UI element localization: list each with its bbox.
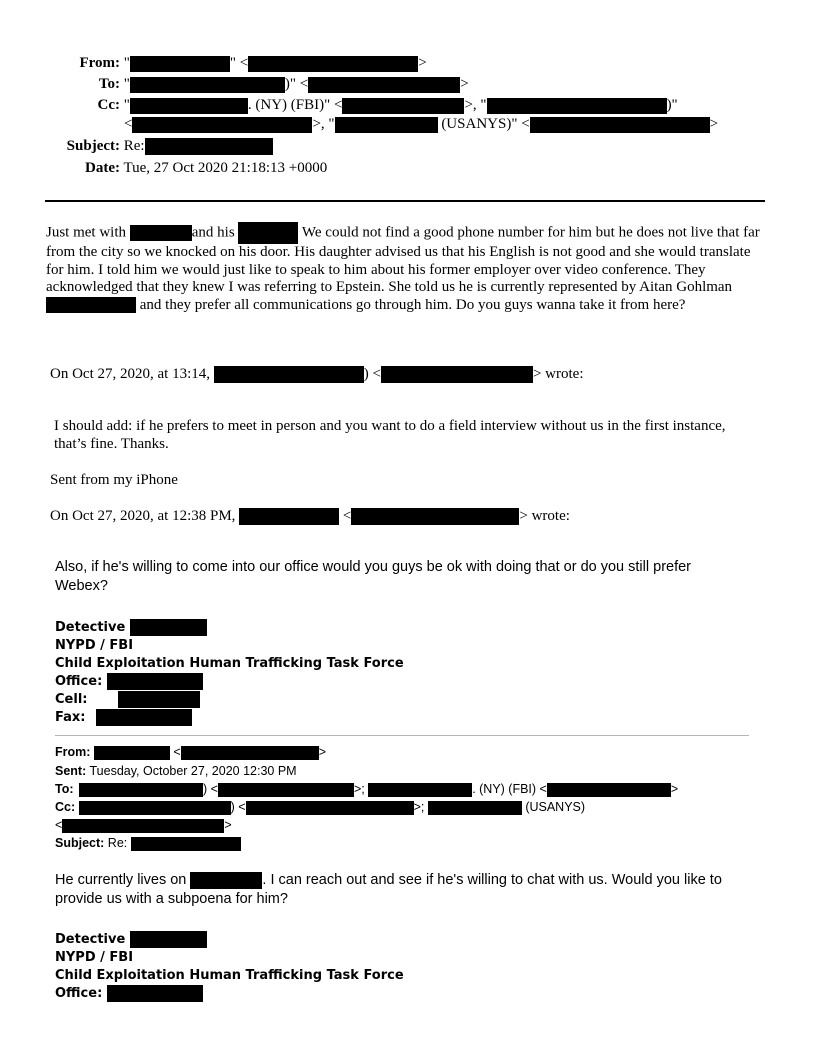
redaction <box>130 619 207 636</box>
quote1-intro: On Oct 27, 2020, at 13:14, ) < > wrote: <box>50 366 584 382</box>
quote-intro-text: On Oct 27, 2020, at 13:14, <box>50 366 210 382</box>
signature-detective: Detective <box>55 931 404 949</box>
redaction <box>308 77 460 93</box>
redaction <box>487 98 667 114</box>
redaction <box>190 872 262 889</box>
signature-office: Office: <box>55 985 404 1003</box>
redaction <box>130 98 248 114</box>
header-from-row: From: " " < > <box>50 55 427 73</box>
header-subject-row <box>50 138 273 156</box>
fwd-cc-row: Cc: ) < >; (USANYS) <box>55 800 586 814</box>
date-label: Date: <box>85 160 120 176</box>
signature-block-2 <box>55 931 404 1003</box>
fwd-from-row: From: < > <box>55 745 326 759</box>
quote2-text: Also, if he's willing to come into our office would you guys be ok with doing that or do you still prefer Webex? <box>55 559 692 594</box>
quote2-intro: On Oct 27, 2020, at 12:38 PM, < > wrote: <box>50 508 570 524</box>
cc-agency: . (NY) (FBI)" <box>247 97 331 113</box>
cc-office: (USANYS)" <box>441 116 518 132</box>
redaction <box>118 691 200 708</box>
from-label: From: <box>79 55 120 71</box>
wrote-text: > wrote: <box>532 366 584 382</box>
redaction <box>94 746 170 760</box>
fwd-sent-label: Sent: <box>55 764 87 778</box>
redaction <box>218 783 354 797</box>
header-cc-row: Cc: " . (NY) (FBI)" < >, " )" <box>50 97 678 115</box>
fwd-subject-row <box>55 834 241 852</box>
fwd-subject-label: Subject: <box>55 836 105 850</box>
fwd-cc-label: Cc: <box>55 800 76 814</box>
fwd-to-agency: . (NY) (FBI) < <box>472 782 547 796</box>
body-text: We could not find a good phone number for him but he does not live that far from the city so we knocked on his door. His daughter advised us that his English is not good and she would translate for him. I told him we would just like to speak to him about his former employer over video conference. They acknowledged that they knew I was referring to Epstein. She told us he is currently represented by Aitan Gohlman <box>46 224 760 295</box>
fwd-to-row: To: ) < >; . (NY) (FBI) < > <box>55 782 679 796</box>
redaction <box>381 366 533 383</box>
fwd-from-label: From: <box>55 745 91 759</box>
body-text: Just met with <box>46 224 127 241</box>
subject-label: Subject: <box>66 138 120 154</box>
redaction <box>342 98 464 114</box>
redaction <box>181 746 319 760</box>
message-body <box>46 222 766 314</box>
signature-detective: Detective <box>55 619 404 637</box>
header-cc-row-2: < >, " (USANYS)" < > <box>124 116 719 132</box>
date-value: Tue, 27 Oct 2020 21:18:13 +0000 <box>123 160 328 176</box>
redaction <box>368 783 472 797</box>
redaction <box>107 673 203 690</box>
to-label: To: <box>98 76 120 92</box>
forward-divider <box>55 735 749 736</box>
sent-from-iphone: Sent from my iPhone <box>50 472 178 488</box>
redaction <box>62 819 224 833</box>
quote-intro-text: On Oct 27, 2020, at 12:38 PM, <box>50 508 236 524</box>
cc-label: Cc: <box>97 97 120 113</box>
redaction <box>428 801 522 815</box>
redaction <box>335 117 438 133</box>
redaction <box>79 783 203 797</box>
fwd-to-label: To: <box>55 782 74 796</box>
header-to-row: To: " )" < > <box>50 76 469 94</box>
fwd-subject-value: Re: <box>107 836 128 850</box>
redaction <box>79 801 231 815</box>
redaction <box>530 117 710 133</box>
redaction <box>132 117 312 133</box>
redaction <box>130 931 207 948</box>
signature-block <box>55 619 404 727</box>
subject-value: Re: <box>123 138 145 154</box>
redaction <box>130 77 285 93</box>
redaction <box>246 801 414 815</box>
signature-task-force: Child Exploitation Human Trafficking Task Force <box>55 968 404 983</box>
redaction <box>547 783 671 797</box>
redaction <box>214 366 364 383</box>
signature-org: NYPD / FBI <box>55 638 134 653</box>
redaction <box>131 837 241 851</box>
quote1-text: I should add: if he prefers to meet in person and you want to do a field interview without us in the first instance, that’s fine. Thanks. <box>54 418 726 452</box>
fwd-sent-value: Tuesday, October 27, 2020 12:30 PM <box>89 764 297 778</box>
signature-cell: Cell: <box>55 691 404 709</box>
redaction <box>130 56 230 72</box>
message2-text: He currently lives on . I can reach out and see if he's willing to chat with us. Would you like to provide us with a subpoena for him? <box>55 872 722 907</box>
body-text: and his <box>191 224 235 241</box>
header-date-row <box>50 160 327 178</box>
redaction <box>130 225 192 241</box>
header-divider <box>45 200 765 202</box>
redaction <box>46 297 136 313</box>
redaction <box>145 138 273 155</box>
signature-fax: Fax: <box>55 709 404 727</box>
redaction <box>239 508 339 525</box>
signature-office: Office: <box>55 673 404 691</box>
fwd-cc-office: (USANYS) <box>525 800 586 814</box>
wrote-text: > wrote: <box>519 508 570 524</box>
fwd-sent-row <box>55 762 297 780</box>
redaction <box>351 508 519 525</box>
redaction <box>248 56 418 72</box>
signature-task-force: Child Exploitation Human Trafficking Task Force <box>55 656 404 671</box>
redaction <box>107 985 203 1002</box>
redaction <box>96 709 192 726</box>
fwd-cc-row-2: < > <box>55 818 232 832</box>
signature-org: NYPD / FBI <box>55 950 134 965</box>
redaction <box>238 222 298 244</box>
body-text: and they prefer all communications go through him. Do you guys wanna take it from here? <box>139 296 686 313</box>
